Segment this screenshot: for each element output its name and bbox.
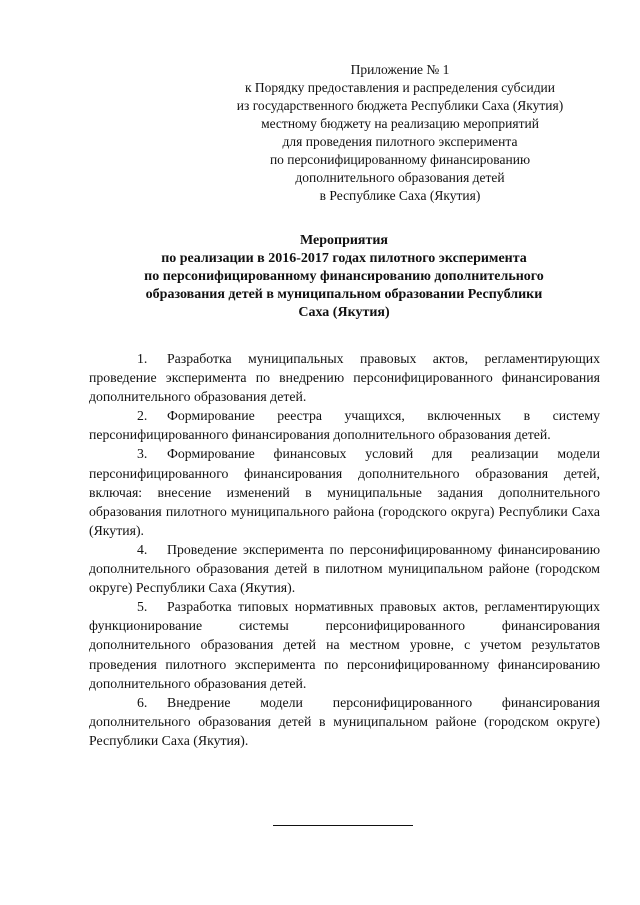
item-text: Разработка муниципальных правовых актов, регламентирующих проведение эксперимента по внедрению персонифицированного финансирования дополнительного образования детей. — [89, 351, 600, 405]
item-text: Разработка типовых нормативных правовых актов, регламентирующих функционирование системы персонифицированного финансирования дополнительного образования детей на местном уровне, с учетом результатов проведения пилотного эксперимента по персонифицированному финансированию дополнительного образования детей. — [89, 599, 600, 691]
end-divider — [273, 825, 413, 826]
appendix-line: к Порядку предоставления и распределения субсидии — [244, 80, 556, 95]
title-line: по реализации в 2016-2017 годах пилотного эксперимента — [161, 251, 527, 266]
appendix-line: по персонифицированному финансированию — [269, 152, 531, 167]
item-text: Проведение эксперимента по персонифицированному финансированию дополнительного образования детей в пилотном муниципальном районе (городском округе) Республики Саха (Якутия). — [89, 541, 600, 596]
list-item — [89, 444, 600, 539]
item-text: Внедрение модели персонифицированного финансирования дополнительного образования детей в муниципальном районе (городском округе) Республики Саха (Якутия). — [89, 694, 600, 748]
appendix-number: Приложение № 1 — [350, 62, 450, 77]
item-number: 6. — [137, 694, 148, 710]
item-text: Формирование реестра учащихся, включенных в систему персонифицированного финансирования дополнительного образования детей. — [89, 408, 600, 443]
list-item — [89, 540, 600, 597]
item-number: 4. — [137, 541, 148, 557]
appendix-header — [200, 61, 600, 205]
appendix-line: из государственного бюджета Республики Саха (Якутия) — [236, 98, 564, 113]
list-item — [89, 693, 600, 750]
appendix-line: дополнительного образования детей — [295, 170, 505, 185]
document-title — [88, 232, 600, 322]
title-line: образования детей в муниципальном образовании Республики — [145, 287, 543, 302]
item-number: 5. — [137, 599, 148, 615]
title-heading: Мероприятия — [299, 233, 389, 248]
item-number: 3. — [137, 446, 148, 462]
item-number: 1. — [137, 351, 148, 366]
list-item — [89, 406, 600, 444]
measures-list — [89, 349, 600, 750]
item-text: Формирование финансовых условий для реализации модели персонифицированного финансирования дополнительного образования детей, включая: внесение изменений в муниципальные задания дополнительного образования пилотного муниципального района (городского округа) Республики Саха (Якутия). — [89, 446, 600, 538]
appendix-line: в Республике Саха (Якутия) — [319, 188, 481, 203]
title-line: Саха (Якутия) — [298, 305, 390, 320]
title-line: по персонифицированному финансированию дополнительного — [144, 269, 544, 284]
list-item — [89, 349, 600, 406]
appendix-line: для проведения пилотного эксперимента — [282, 134, 518, 149]
item-number: 2. — [137, 408, 148, 424]
appendix-line: местному бюджету на реализацию мероприятий — [261, 116, 539, 131]
list-item — [89, 597, 600, 692]
